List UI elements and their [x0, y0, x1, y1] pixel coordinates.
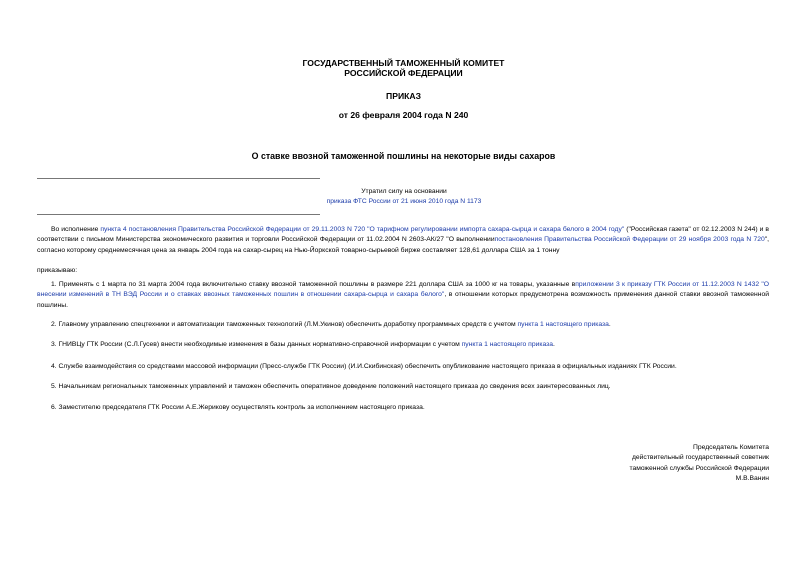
item-3-text-2: .	[552, 341, 555, 348]
item-4-paragraph	[37, 362, 769, 372]
item-3-text-1: 3. ГНИВЦу ГТК России (С.Л.Гусев) внести необходимые изменения в базы данных нормативно-справочной информации с учетом	[51, 341, 462, 348]
signatory-position: Председатель Комитета	[693, 444, 769, 451]
divider-top	[37, 178, 320, 179]
signatory-rank-2: таможенной службы Российской Федерации	[629, 465, 769, 472]
decree-word: приказываю:	[37, 267, 78, 274]
preamble-text-1: Во исполнение	[51, 226, 101, 233]
preamble-text-2: ("Российская газета" от 02.12.2003 N 244) и в соответствии с письмом Министерства экономического развития и торговли Российской Федерации от 11.02.2004 N 2603-АК/27 "О выполнении	[37, 226, 769, 244]
preamble-text-3: ", согласно которому среднемесячная цена за январь 2004 года на сахар-сырец на Нью-Йоркской товарно-сырьевой бирже составляет 128,61 доллара США за 1 тонну	[37, 236, 769, 254]
signatory-rank-1: действительный государственный советник	[631, 454, 769, 461]
revoked-link-line	[120, 197, 688, 206]
item-1-text-2: , в отношении которых предусмотрена возможность применения данной ставки ввозной таможенной пошлины.	[37, 291, 769, 309]
item-6-text: 6. Заместителю председателя ГТК России А.Е.Жерикову осуществлять контроль за исполнением настоящего приказа.	[51, 404, 425, 411]
item-1-text-1: 1. Применять с 1 марта по 31 марта 2004 года включительно ставку ввозной таможенной пошлины в размере 221 доллара США за 1000 кг на товары, указанные в	[51, 281, 576, 288]
government-resolution-link[interactable]: пункта 4 постановления Правительства Российской Федерации от 29.11.2003 N 720 "О тарифном регулировании импорта сахара-сырца и сахара белого в 2004 году"	[100, 226, 625, 233]
signatory-name: М.В.Ванин	[735, 475, 769, 482]
gtk-order-annex-link[interactable]: приложении 3 к приказу ГТК России от 11.12.2003 N 1432 "О внесении изменений в ТН ВЭД России и о ставках ввозных таможенных пошлин в отношении сахара-сырца и сахара белого"	[37, 281, 770, 299]
preamble-paragraph	[37, 225, 769, 256]
item-6-paragraph	[37, 403, 769, 413]
issuer-line-2: РОССИЙСКОЙ ФЕДЕРАЦИИ	[344, 68, 463, 78]
document-type: ПРИКАЗ	[386, 91, 421, 101]
government-resolution-link-2[interactable]: постановления Правительства Российской Федерации от 29 ноября 2003 года N 720	[494, 236, 765, 244]
item-2-paragraph	[37, 320, 769, 330]
item-4-text: 4. Службе взаимодействия со средствами массовой информации (Пресс-службе ГТК России) (И.И.Скибинская) обеспечить опубликование настоящего приказа в официальных изданиях ГТК России.	[51, 363, 677, 370]
item-1-paragraph	[37, 280, 769, 311]
item-2-text-1: 2. Главному управлению спецтехники и автоматизации таможенных технологий (Л.М.Укинов) обеспечить доработку программных средств с учетом	[51, 321, 518, 328]
issuer-line-1: ГОСУДАРСТВЕННЫЙ ТАМОЖЕННЫЙ КОМИТЕТ	[302, 58, 505, 68]
item-2-text-2: .	[608, 321, 611, 328]
item-2-clause-link[interactable]: пункта 1 настоящего приказа	[517, 321, 609, 328]
item-3-clause-link[interactable]: пункта 1 настоящего приказа	[461, 341, 553, 348]
item-3-paragraph	[37, 340, 769, 350]
document-subject: О ставке ввозной таможенной пошлины на некоторые виды сахаров	[251, 151, 556, 161]
document-date-number: от 26 февраля 2004 года N 240	[338, 110, 469, 120]
revoked-note: Утратил силу на основании	[361, 188, 447, 195]
item-5-paragraph	[37, 382, 769, 392]
divider-bottom	[37, 214, 320, 215]
revoking-order-link[interactable]: приказа ФТС России от 21 июня 2010 года N 1173	[326, 198, 482, 205]
item-5-text: 5. Начальникам региональных таможенных управлений и таможен обеспечить оперативное доведение положений настоящего приказа до сведения всех заинтересованных лиц.	[51, 383, 611, 390]
